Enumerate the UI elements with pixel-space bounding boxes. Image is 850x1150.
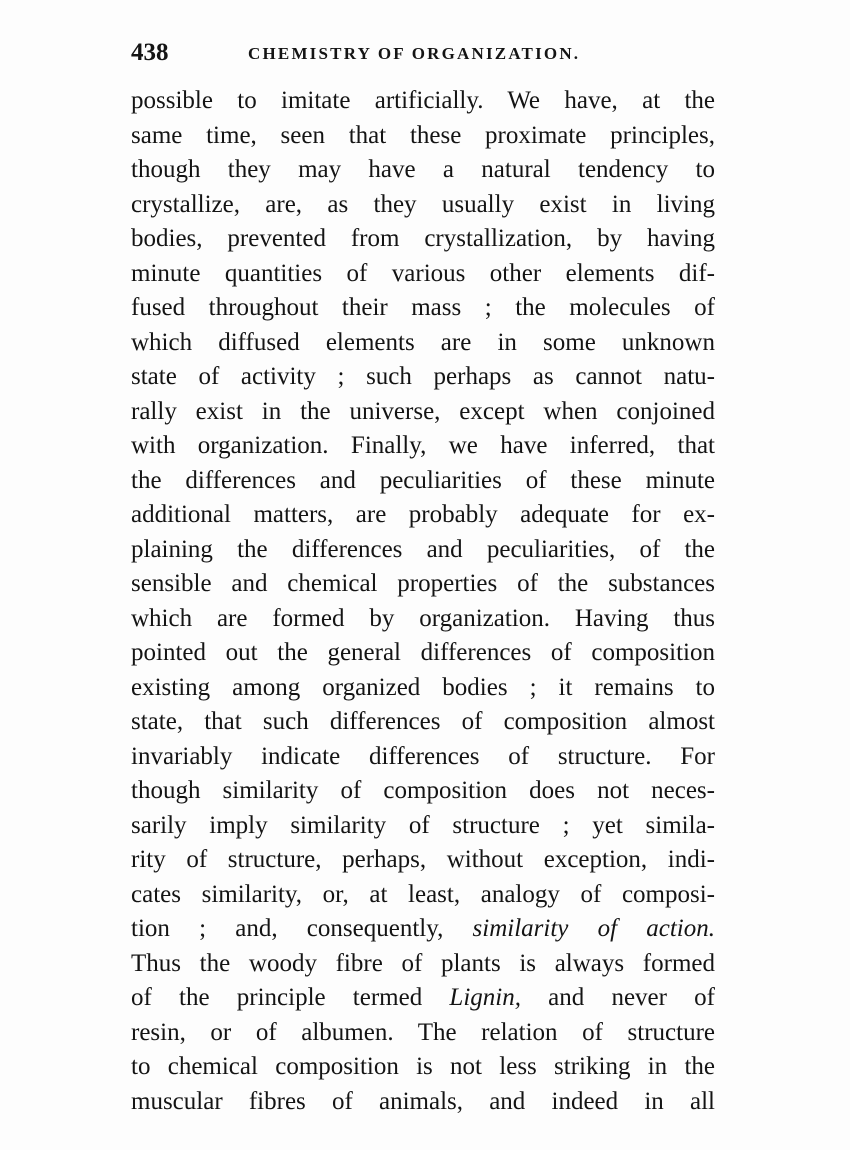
italic-emphasis: similarity of action.: [472, 915, 715, 942]
text-line: pointed out the general differences of composition: [131, 639, 715, 666]
text-line: additional matters, are probably adequate for ex-: [131, 501, 715, 528]
text-line: crystallize, are, as they usually exist in living: [131, 190, 715, 218]
text-line: invariably indicate differences of structure. For: [131, 742, 715, 770]
running-head: [131, 38, 721, 68]
text-line-italic-term: [131, 981, 715, 1016]
text-line: though they may have a natural tendency to: [131, 156, 715, 183]
text-line: to chemical composition is not less striking in the: [131, 1053, 715, 1080]
text-line: sarily imply similarity of structure ; yet simila-: [131, 811, 715, 839]
italic-term-lignin: Lignin,: [449, 984, 521, 1011]
text-line: sensible and chemical properties of the substances: [131, 570, 715, 597]
line-text-after: and never of: [520, 984, 715, 1011]
text-line: existing among organized bodies ; it remains to: [131, 673, 715, 701]
text-line: Thus the woody fibre of plants is always formed: [131, 949, 715, 977]
text-line: rally exist in the universe, except when conjoined: [131, 397, 715, 425]
text-line: with organization. Finally, we have inferred, that: [131, 432, 715, 459]
text-line: cates similarity, or, at least, analogy of composi-: [131, 880, 715, 908]
text-line: possible to imitate artificially. We have, at the: [131, 87, 715, 114]
text-line: state, that such differences of composition almost: [131, 708, 715, 735]
text-line: state of activity ; such perhaps as cannot natu-: [131, 363, 715, 390]
text-line: which diffused elements are in some unknown: [131, 328, 715, 356]
text-line: same time, seen that these proximate principles,: [131, 121, 715, 149]
text-line: the differences and peculiarities of these minute: [131, 466, 715, 494]
text-line: resin, or of albumen. The relation of structure: [131, 1018, 715, 1046]
text-line: rity of structure, perhaps, without exception, indi-: [131, 846, 715, 873]
text-line: which are formed by organization. Having thus: [131, 604, 715, 632]
page-number: 438: [131, 39, 169, 66]
text-line: minute quantities of various other elements dif-: [131, 259, 715, 287]
line-text-before: tion ; and, consequently,: [131, 915, 473, 942]
text-line: muscular fibres of animals, and indeed in all: [131, 1087, 715, 1115]
text-line: bodies, prevented from crystallization, by having: [131, 225, 715, 252]
text-line-italic-phrase: [131, 912, 715, 947]
text-line: plaining the differences and peculiarities, of the: [131, 535, 715, 563]
line-text-before: of the principle termed: [131, 984, 450, 1011]
running-title: CHEMISTRY OF ORGANIZATION.: [248, 44, 581, 63]
text-line: fused throughout their mass ; the molecules of: [131, 294, 715, 321]
text-line: though similarity of composition does not neces-: [131, 777, 715, 804]
body-text: [131, 84, 715, 1119]
